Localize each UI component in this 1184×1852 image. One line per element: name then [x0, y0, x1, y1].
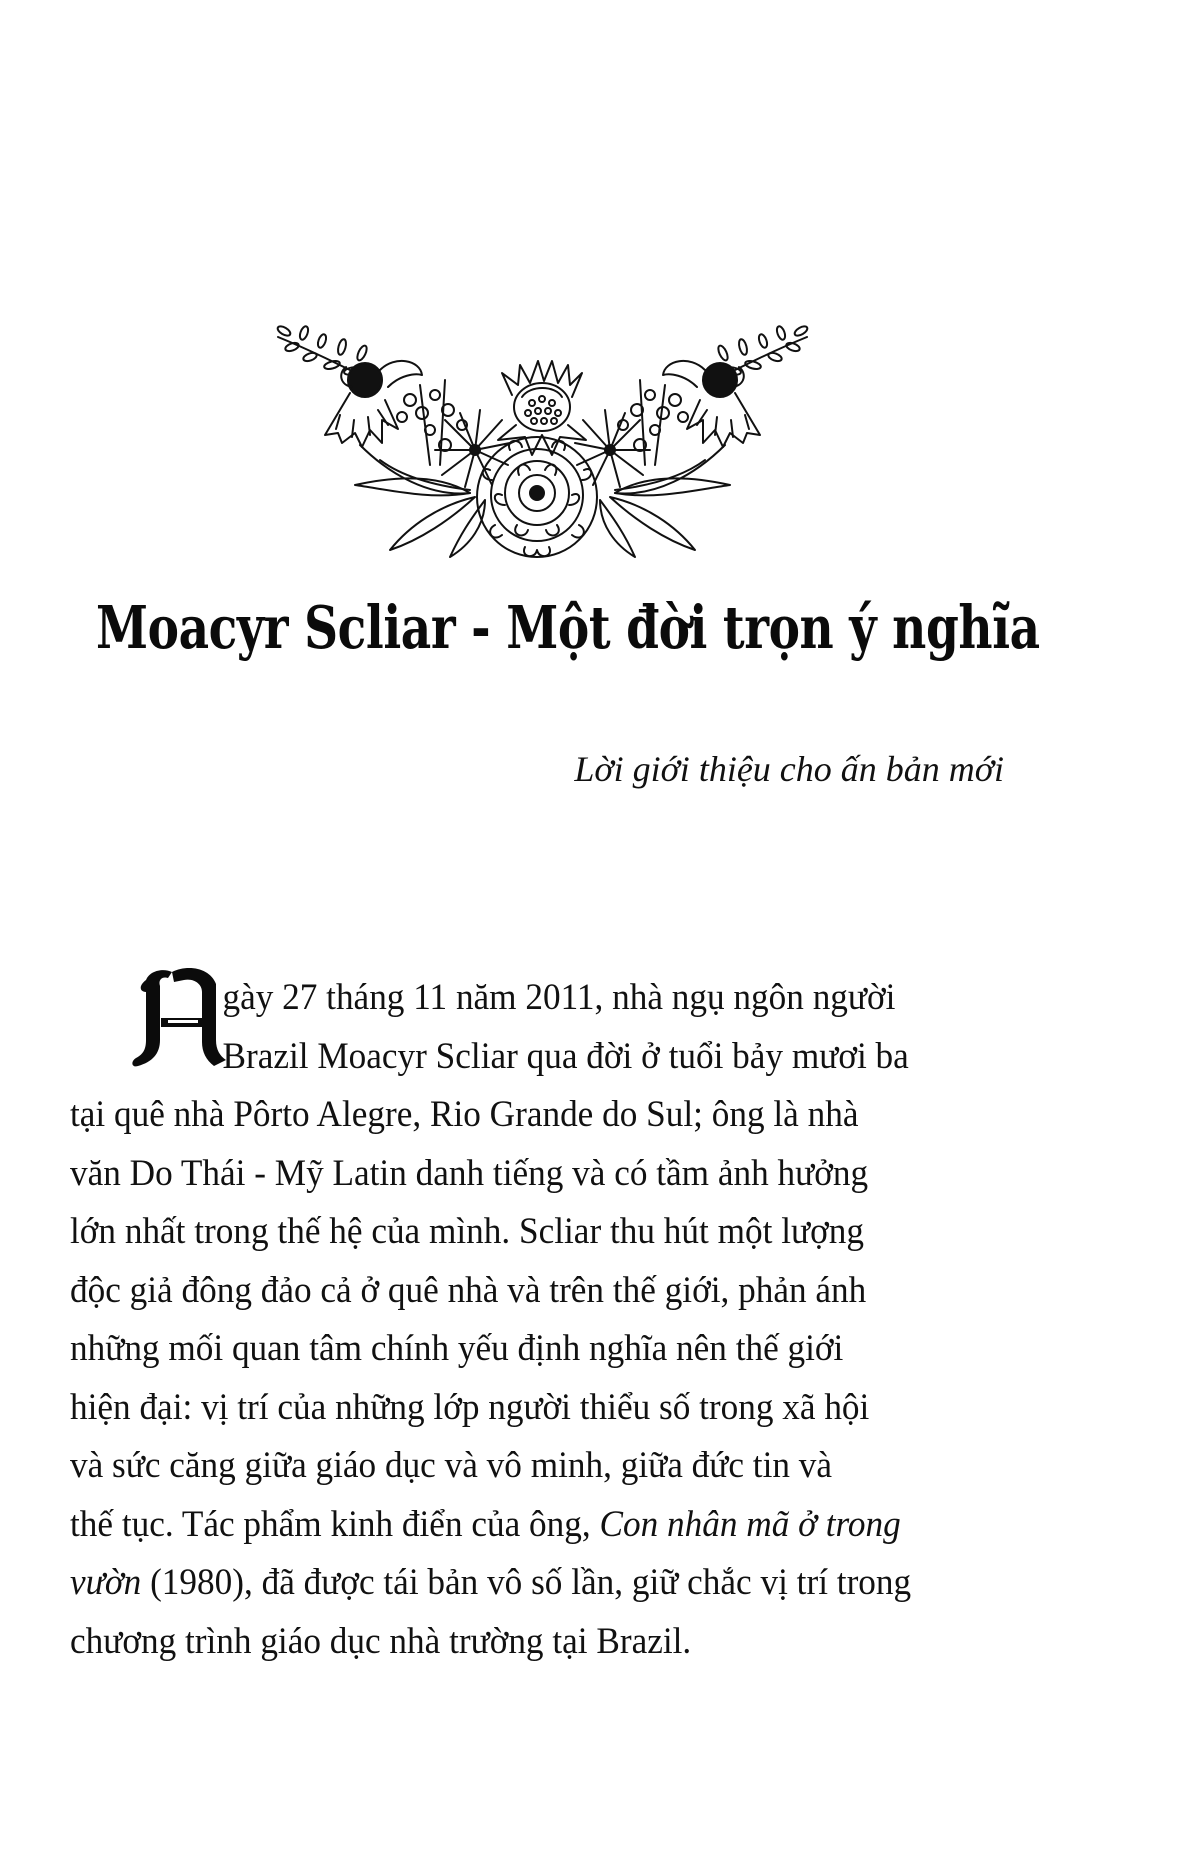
- chapter-title: Moacyr Scliar - Một đời trọn ý nghĩa: [96, 593, 1040, 663]
- body-line: gày 27 tháng 11 năm 2011, nhà ngụ ngôn người: [222, 976, 896, 1017]
- book-title-italic: Con nhân mã ở trong: [599, 1502, 901, 1544]
- body-paragraph: [70, 968, 1015, 1670]
- body-line: độc giả đông đảo cả ở quê nhà và trên thế giới, phản ánh: [70, 1268, 867, 1310]
- body-line: lớn nhất trong thế hệ của mình. Scliar thu hút một lượng: [70, 1210, 864, 1251]
- body-line: văn Do Thái - Mỹ Latin danh tiếng và có tầm ảnh hưởng: [70, 1151, 869, 1193]
- body-line: chương trình giáo dục nhà trường tại Brazil.: [70, 1619, 692, 1661]
- body-line: [70, 1495, 982, 1554]
- body-text-segment: thế tục. Tác phẩm kinh điển của ông,: [70, 1502, 600, 1544]
- right-daisy-icon: [575, 410, 650, 487]
- body-line: tại quê nhà Pôrto Alegre, Rio Grande do Sul; ông là nhà: [70, 1093, 859, 1134]
- body-line: Brazil Moacyr Scliar qua đời ở tuổi bảy mươi ba: [222, 1034, 909, 1076]
- floral-ornament-icon: [270, 325, 815, 560]
- body-line: và sức căng giữa giáo dục và vô minh, giữa đức tin và: [70, 1444, 833, 1485]
- left-coneflower-icon: [325, 361, 422, 447]
- book-title-italic: vườn: [70, 1561, 142, 1602]
- chapter-subtitle: Lời giới thiệu cho ấn bản mới: [574, 749, 1004, 789]
- body-line: những mối quan tâm chính yếu định nghĩa nên thế giới: [70, 1327, 844, 1368]
- body-line: [70, 1553, 982, 1612]
- body-text-segment: (1980), đã được tái bản vô số lần, giữ chắc vị trí trong: [141, 1561, 912, 1602]
- left-daisy-icon: [435, 410, 510, 487]
- dahlia-flower-icon: [477, 437, 597, 557]
- body-line: hiện đại: vị trí của những lớp người thiểu số trong xã hội: [70, 1385, 870, 1427]
- right-coneflower-icon: [663, 361, 760, 447]
